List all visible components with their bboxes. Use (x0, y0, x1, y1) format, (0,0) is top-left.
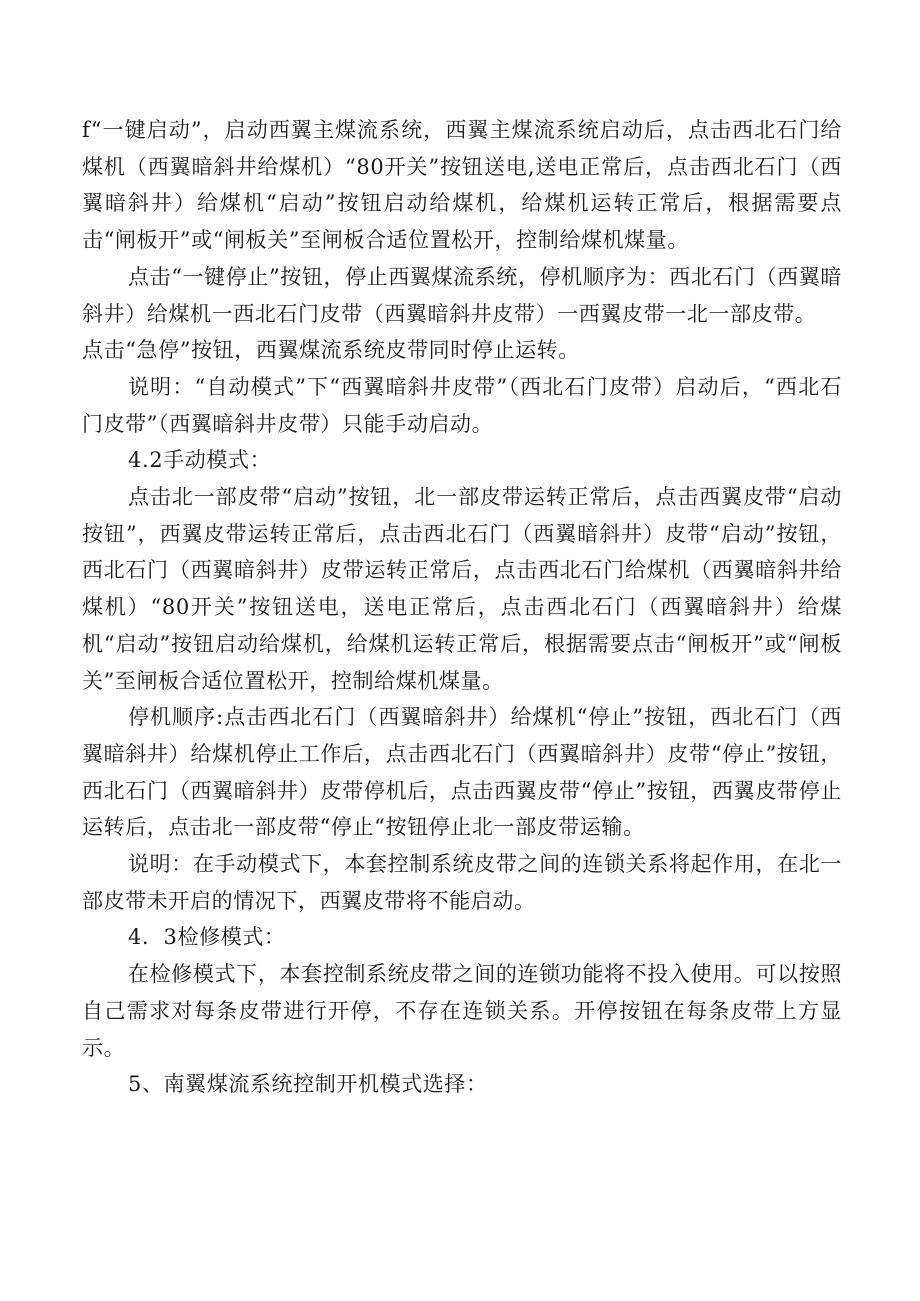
paragraph-manual-mode-note: 说明：在手动模式下，本套控制系统皮带之间的连锁关系将起作用，在北一部皮带未开启的情况下，西翼皮带将不能启动。 (82, 852, 842, 913)
paragraph-auto-mode-note: 说明：“自动模式”下“西翼暗斜井皮带”（西北石门皮带）启动后，“西北石门皮带”（西翼暗斜井皮带）只能手动启动。 (82, 374, 842, 436)
paragraph-auto-start-continued: f“一键启动”，启动西翼主煤流系统，西翼主煤流系统启动后，点击西北石门给煤机（西翼暗斜井给煤机）“80开关”按钮送电,送电正常后，点击西北石门（西翼暗斜井）给煤机“启动”按钮启动给煤机，给煤机运转正常后，根据需要点击“闸板开”或“闸板关”至闸板合适位置松开，控制给煤机煤量。 (82, 118, 842, 253)
heading-manual-mode: 4.2手动模式： (128, 448, 272, 473)
heading-maintenance-mode: 4．3检修模式： (128, 925, 286, 950)
paragraph-emergency-stop: 点击“急停”按钮，西翼煤流系统皮带同时停止运转。 (82, 338, 580, 363)
paragraph-manual-stop-order: 停机顺序:点击西北石门（西翼暗斜井）给煤机“停止”按钮，西北石门（西翼暗斜井）给煤机停止工作后，点击西北石门（西翼暗斜井）皮带“停止”按钮，西北石门（西翼暗斜井）皮带停机后，点击西翼皮带“停止”按钮，西翼皮带停止运转后，点击北一部皮带“停止“按钮停止北一部皮带运输。 (82, 705, 842, 840)
paragraph-maintenance-mode: 在检修模式下，本套控制系统皮带之间的连锁功能将不投入使用。可以按照自己需求对每条皮带进行开停，不存在连锁关系。开停按钮在每条皮带上方显示。 (82, 962, 842, 1060)
paragraph-manual-start: 点击北一部皮带“启动”按钮，北一部皮带运转正常后，点击西翼皮带“启动按钮”，西翼皮带运转正常后，点击西北石门（西翼暗斜井）皮带“启动”按钮，西北石门（西翼暗斜井）皮带运转正常后，点击西北石门给煤机（西翼暗斜井给煤机）“80开关”按钮送电，送电正常后，点击西北石门（西翼暗斜井）给煤机“启动”按钮启动给煤机，给煤机运转正常后，根据需要点击“闸板开”或“闸板关”至闸板合适位置松开，控制给煤机煤量。 (82, 485, 842, 693)
paragraph-one-key-stop: 点击“一键停止”按钮，停止西翼煤流系统，停机顺序为：西北石门（西翼暗斜井）给煤机一西北石门皮带（西翼暗斜井皮带）一西翼皮带一北一部皮带。 (82, 264, 842, 326)
document-body (82, 112, 842, 1103)
heading-south-wing-mode-selection: 5、南翼煤流系统控制开机模式选择： (128, 1072, 488, 1097)
